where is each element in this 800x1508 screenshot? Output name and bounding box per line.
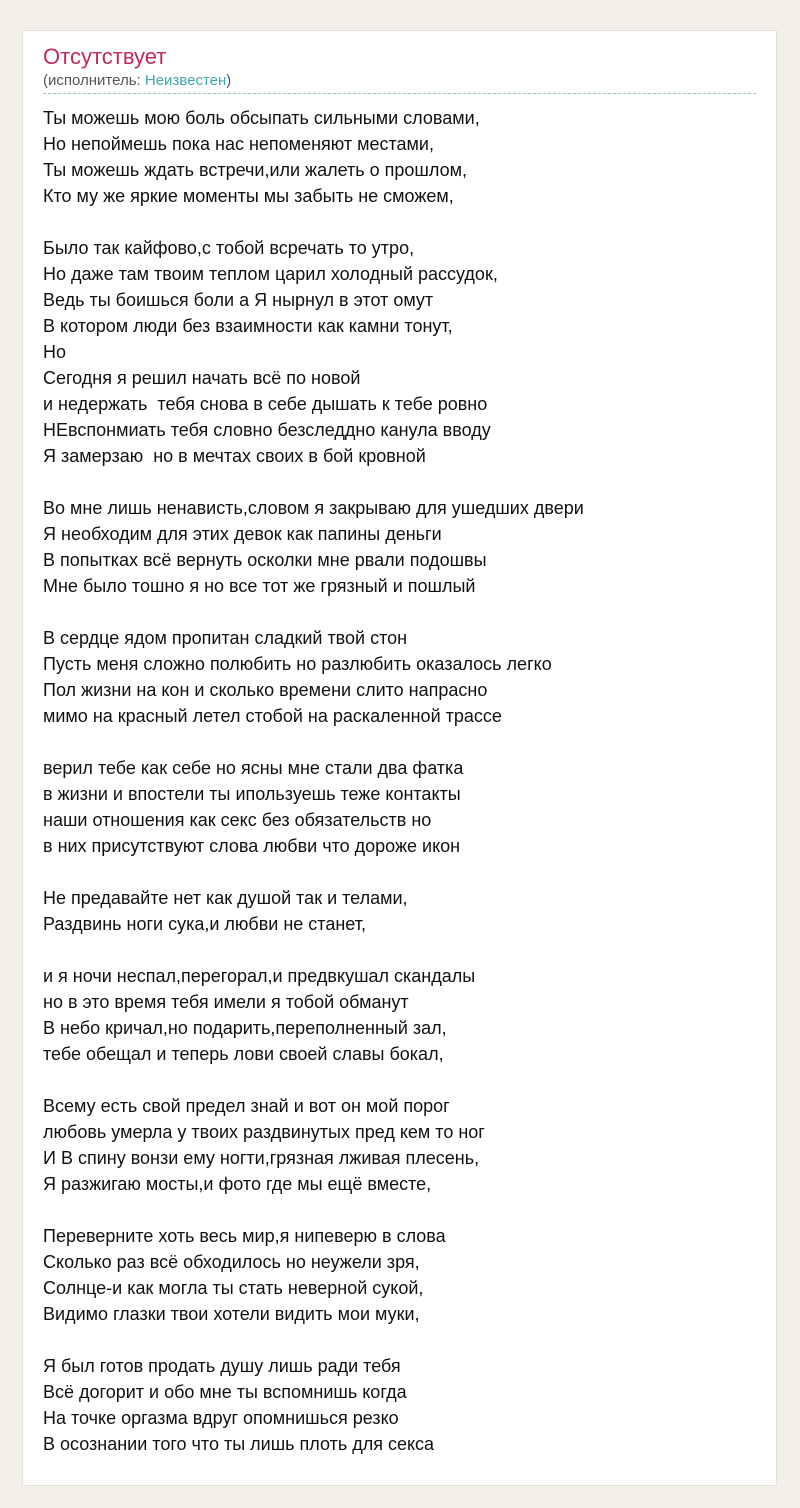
lyrics-line: в жизни и впостели ты ипользуешь теже контакты [43,784,461,804]
lyrics-line: Ведь ты боишься боли а Я нырнул в этот омут [43,290,434,310]
lyrics-line: любовь умерла у твоих раздвинутых пред кем то ног [43,1122,485,1142]
lyrics-line: Кто му же яркие моменты мы забыть не сможем, [43,186,454,206]
lyrics-stanza [43,495,756,599]
lyrics-line: Мне было тошно я но все тот же грязный и пошлый [43,576,476,596]
song-title: Отсутствует [43,44,167,69]
lyrics-line: Но [43,342,67,362]
artist-link[interactable]: Неизвестен [144,72,227,89]
lyrics-line: Я был готов продать душу лишь ради тебя [43,1356,401,1376]
lyrics-line: Ты можешь ждать встречи,или жалеть о прошлом, [43,160,467,180]
lyrics-line: мимо на красный летел стобой на раскаленной трассе [43,706,502,726]
lyrics-line: В сердце ядом пропитан сладкий твой стон [43,628,408,648]
lyrics-card [22,30,777,1486]
lyrics-line: В небо кричал,но подарить,переполненный зал, [43,1018,447,1038]
lyrics-line: Сегодня я решил начать всё по новой [43,368,361,388]
artist-prefix: (исполнитель: [43,72,145,89]
artist-line [43,71,756,94]
lyrics-line: Я замерзаю но в мечтах своих в бой кровной [43,446,426,466]
lyrics-stanza [43,105,756,209]
lyrics-line: Солнце-и как могла ты стать неверной сукой, [43,1278,424,1298]
lyrics-line: Видимо глазки твои хотели видить мои муки, [43,1304,420,1324]
lyrics-stanza [43,235,756,469]
lyrics-line: и я ночи неспал,перегорал,и предвкушал скандалы [43,966,476,986]
lyrics-line: верил тебе как себе но ясны мне стали два фатка [43,758,464,778]
lyrics-line: Но даже там твоим теплом царил холодный рассудок, [43,264,498,284]
lyrics-line: в них присутствуют слова любви что дороже икон [43,836,461,856]
lyrics-line: В осознании того что ты лишь плоть для секса [43,1434,435,1454]
song-header [43,43,756,94]
artist-suffix: ) [226,72,232,89]
lyrics-line: наши отношения как секс без обязательств но [43,810,432,830]
lyrics-line: Пусть меня сложно полюбить но разлюбить оказалось легко [43,654,552,674]
lyrics-line: Переверните хоть весь мир,я нипеверю в слова [43,1226,446,1246]
lyrics-line: НЕвспонмиать тебя словно безследдно канула вводу [43,420,491,440]
lyrics-line: и недержать тебя снова в себе дышать к тебе ровно [43,394,488,414]
lyrics-line: Раздвинь ноги сука,и любви не станет, [43,914,366,934]
lyrics-line: Пол жизни на кон и сколько времени слито напрасно [43,680,488,700]
lyrics-line: И В спину вонзи ему ногти,грязная лживая плесень, [43,1148,480,1168]
lyrics-stanza [43,963,756,1067]
lyrics-line: Но непоймешь пока нас непоменяют местами, [43,134,434,154]
lyrics-line: Всему есть свой предел знай и вот он мой порог [43,1096,450,1116]
lyrics-line: Во мне лишь ненависть,словом я закрываю для ушедших двери [43,498,584,518]
lyrics-line: тебе обещал и теперь лови своей славы бокал, [43,1044,444,1064]
lyrics-line: Сколько раз всё обходилось но неужели зря, [43,1252,420,1272]
lyrics-line: Ты можешь мою боль обсыпать сильными словами, [43,108,480,128]
lyrics-line: Я необходим для этих девок как папины деньги [43,524,442,544]
lyrics-line: но в это время тебя имели я тобой обманут [43,992,409,1012]
lyrics-stanza [43,625,756,729]
lyrics-stanza [43,1093,756,1197]
lyrics-line: Не предавайте нет как душой так и телами, [43,888,408,908]
lyrics-stanza [43,755,756,859]
lyrics-stanza [43,1223,756,1327]
lyrics-line: На точке оргазма вдруг опомнишься резко [43,1408,399,1428]
lyrics-stanza [43,885,756,937]
lyrics-line: Я разжигаю мосты,и фото где мы ещё вместе, [43,1174,432,1194]
lyrics-line: Было так кайфово,с тобой всречать то утро, [43,238,415,258]
lyrics-line: Всё догорит и обо мне ты вспомнишь когда [43,1382,407,1402]
lyrics-line: В котором люди без взаимности как камни тонут, [43,316,453,336]
lyrics-line: В попытках всё вернуть осколки мне рвали подошвы [43,550,487,570]
lyrics-stanza [43,1353,756,1457]
lyrics-text [43,105,756,1483]
